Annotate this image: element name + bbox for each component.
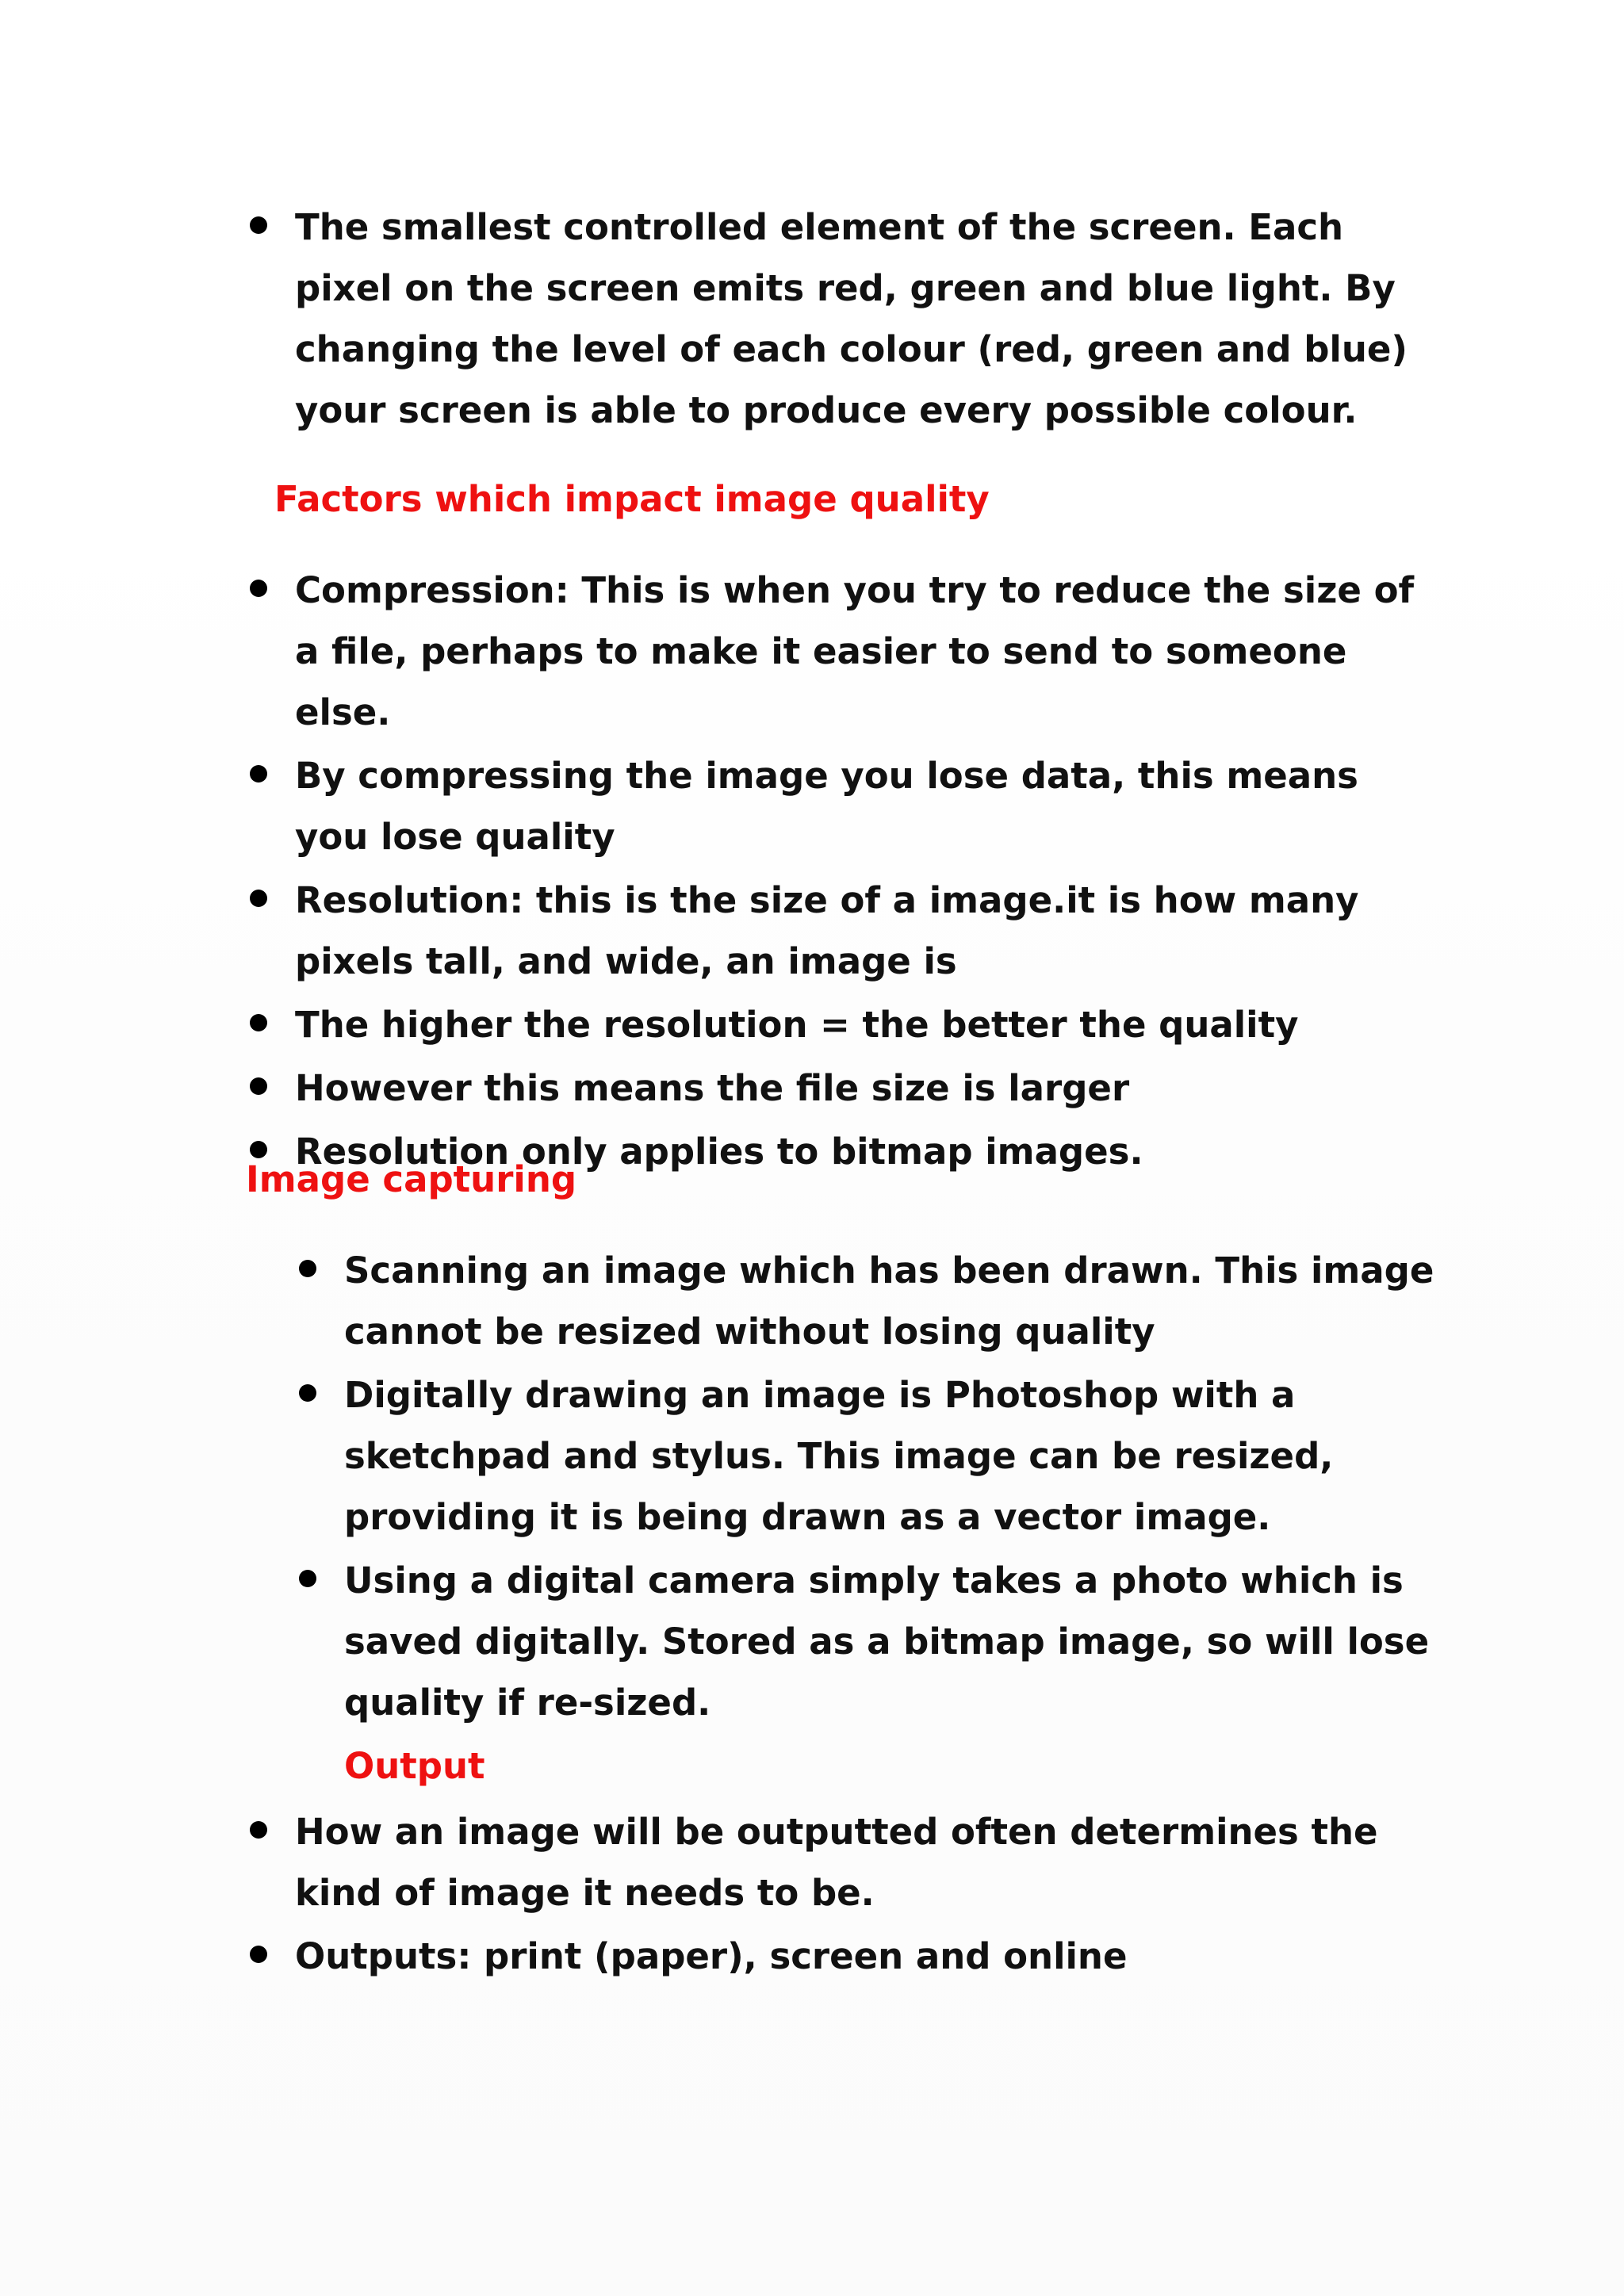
bullet-icon bbox=[250, 1014, 267, 1031]
list-item bbox=[295, 1058, 1437, 1119]
list-item bbox=[295, 1926, 1437, 1987]
list-item-text: Scanning an image which has been drawn. This image cannot be resized without losing quality bbox=[344, 1249, 1434, 1353]
bullet-icon bbox=[250, 1077, 267, 1095]
list-item bbox=[344, 1364, 1438, 1548]
output-heading: Output bbox=[344, 1745, 485, 1787]
intro-section bbox=[0, 197, 1624, 441]
capturing-list bbox=[0, 1240, 1624, 1733]
list-item bbox=[295, 1801, 1437, 1923]
list-item bbox=[344, 1550, 1438, 1733]
list-item-text: Resolution only applies to bitmap images. bbox=[295, 1131, 1143, 1173]
capturing-heading: Image capturing bbox=[246, 1158, 577, 1200]
list-item-text: Using a digital camera simply takes a photo which is saved digitally. Stored as a bitmap image, so will lose quality if re-sized. bbox=[344, 1559, 1430, 1724]
list-item-text: Digitally drawing an image is Photoshop with a sketchpad and stylus. This image can be resized, providing it is being drawn as a vector image. bbox=[344, 1374, 1334, 1538]
bullet-icon bbox=[250, 216, 267, 234]
list-item bbox=[295, 197, 1437, 441]
bullet-icon bbox=[250, 1821, 267, 1839]
bullet-icon bbox=[299, 1570, 316, 1587]
factors-list bbox=[0, 560, 1624, 1182]
bullet-icon bbox=[250, 1946, 267, 1963]
list-item-text: How an image will be outputted often determines the kind of image it needs to be. bbox=[295, 1811, 1378, 1914]
bullet-icon bbox=[299, 1260, 316, 1277]
intro-list bbox=[0, 197, 1624, 441]
list-item bbox=[295, 560, 1437, 743]
bullet-icon bbox=[250, 580, 267, 597]
list-item-text: Outputs: print (paper), screen and online bbox=[295, 1935, 1128, 1977]
capturing-section bbox=[0, 1240, 1624, 1733]
list-item bbox=[295, 745, 1437, 867]
output-list bbox=[0, 1801, 1624, 1987]
list-item-text: By compressing the image you lose data, this means you lose quality bbox=[295, 755, 1358, 858]
bullet-icon bbox=[250, 890, 267, 907]
list-item-text: However this means the file size is larger bbox=[295, 1067, 1130, 1109]
list-item-text: Resolution: this is the size of a image.it is how many pixels tall, and wide, an image is bbox=[295, 879, 1359, 982]
output-section bbox=[0, 1801, 1624, 1987]
bullet-icon bbox=[250, 765, 267, 783]
list-item bbox=[295, 994, 1437, 1055]
list-item-text: Compression: This is when you try to reduce the size of a file, perhaps to make it easier to send to someone else. bbox=[295, 569, 1415, 733]
list-item bbox=[295, 870, 1437, 992]
list-item-text: The higher the resolution = the better the quality bbox=[295, 1004, 1299, 1046]
bullet-icon bbox=[299, 1384, 316, 1402]
list-item bbox=[344, 1240, 1438, 1362]
factors-section bbox=[0, 560, 1624, 1182]
list-item-text: The smallest controlled element of the screen. Each pixel on the screen emits red, green and blue light. By changing the level of each colour (red, green and blue) your screen is able to produce every possible colour. bbox=[295, 206, 1408, 431]
factors-heading: Factors which impact image quality bbox=[274, 478, 990, 520]
